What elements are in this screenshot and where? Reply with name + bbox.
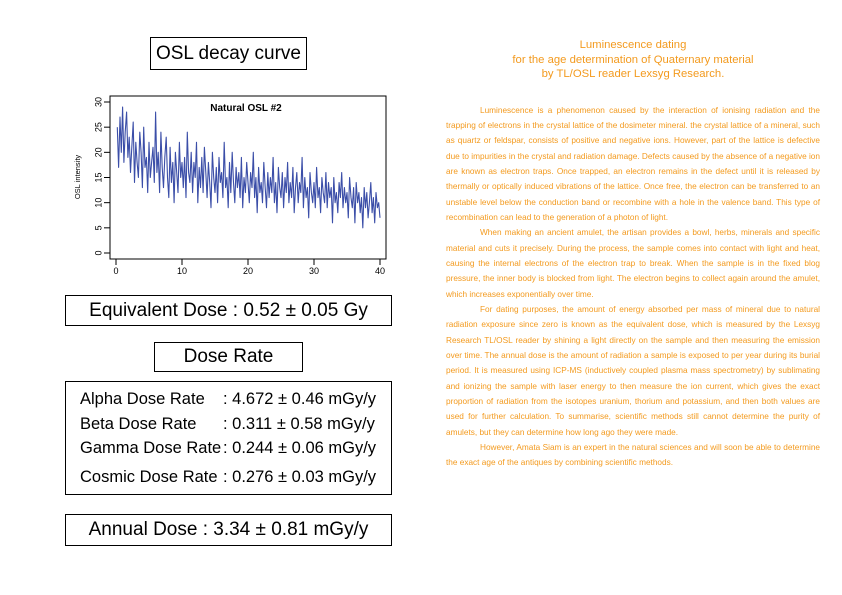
chart-title: Natural OSL #2 bbox=[210, 103, 282, 114]
article-paragraph: However, Amata Siam is an expert in the natural sciences and will soon be able to determine the exact age of the antiques by combining scientific methods. bbox=[446, 443, 820, 468]
y-tick-label: 0 bbox=[93, 250, 104, 256]
article-title-line: Luminescence dating bbox=[579, 39, 687, 51]
dose-rate-value: : 0.276 ± 0.03 mGy/y bbox=[223, 468, 377, 486]
article-paragraph: When making an ancient amulet, the artisan provides a bowl, herbs, minerals and specific material and cuts it precisely. During the process, the sample comes into contact with light and heat, causing the internal electrons of the electron trap to break. When the sample is in the fixed blog pressure, the inner body is blocked from light. The electron begins to collect again around the amulet, which increases exponentially over time. bbox=[446, 228, 820, 299]
article-paragraph: Luminescence is a phenomenon caused by the interaction of ionising radiation and the trapping of electrons in the crystal lattice of the dosimeter mineral. the crystal lattice of a mineral, such as quartz or feldspar, consists of positive and negative ions. However, part of the lattice is defective due to impurities in the crystal and radiation damage. Defects caused by the absence of a negative ion are known as electron traps. Once trapped, an electron remains in the defect until it is released by thermally or optically induced vibrations of the lattice. Once free, the electron can be transferred to an unstable level below the conduction band or recombine with a hole in the valence band. This type of recombination can lead to the generation of a photon of light. bbox=[446, 105, 820, 222]
y-tick-label: 10 bbox=[93, 197, 104, 208]
y-axis-label: OSL intensity bbox=[73, 154, 82, 200]
y-tick-label: 15 bbox=[93, 172, 104, 183]
x-tick-label: 30 bbox=[308, 266, 320, 276]
dose-rate-label: Gamma Dose Rate bbox=[80, 439, 222, 457]
y-tick-label: 5 bbox=[93, 225, 104, 231]
x-tick-label: 10 bbox=[176, 266, 188, 276]
series-line bbox=[117, 107, 380, 228]
y-tick-label: 20 bbox=[93, 147, 104, 158]
dose-rate-title: Dose Rate bbox=[183, 346, 274, 367]
osl-title: OSL decay curve bbox=[155, 42, 302, 64]
dose-rate-label: Cosmic Dose Rate bbox=[80, 468, 218, 486]
article bbox=[446, 38, 820, 471]
article-paragraph: For dating purposes, the amount of energy absorbed per mass of mineral due to natural radiation exposure since zero is known as the equivalent dose, which is measured by the Lexsyg Research TL/OSL reader by shining a light directly on the sample and then measuring the emission over time. The annual dose is the amount of radiation a sample is exposed to per year during its burial period. It is measured using ICP-MS (inductively coupled plasma mass spectrometry) by sublimating and ionizing the sample with laser energy to then measure the ion current, which gives the exact proportion of radiation from the isotopes uranium, thorium and potassium, and then both values are used for further calculation. To summarise, scientific methods still cannot determine the purity of amulets, but they can determine how long ago they were made. bbox=[446, 304, 820, 437]
dose-rate-label: Alpha Dose Rate bbox=[80, 390, 205, 408]
dose-rate-value: : 4.672 ± 0.46 mGy/y bbox=[223, 390, 377, 408]
x-tick-label: 20 bbox=[242, 266, 254, 276]
osl-title-box bbox=[150, 37, 307, 70]
article-title-line: for the age determination of Quaternary material bbox=[512, 53, 754, 66]
dose-rate-title-box bbox=[154, 342, 303, 372]
equivalent-dose: Equivalent Dose : 0.52 ± 0.05 Gy bbox=[89, 299, 368, 321]
article-title bbox=[446, 38, 820, 82]
y-tick-label: 25 bbox=[93, 122, 104, 133]
dose-rate-value: : 0.244 ± 0.06 mGy/y bbox=[223, 439, 377, 457]
x-tick-label: 40 bbox=[374, 266, 386, 276]
osl-decay-chart bbox=[68, 93, 388, 283]
y-tick-label: 30 bbox=[93, 96, 104, 108]
equivalent-dose-box bbox=[65, 295, 392, 326]
x-tick-label: 0 bbox=[113, 266, 119, 276]
annual-dose-box bbox=[65, 514, 392, 546]
annual-dose: Annual Dose : 3.34 ± 0.81 mGy/y bbox=[88, 519, 369, 540]
dose-rate-label: Beta Dose Rate bbox=[80, 415, 197, 433]
dose-rate-box bbox=[65, 381, 392, 495]
article-title-line: by TL/OSL reader Lexsyg Research. bbox=[541, 68, 725, 80]
dose-rate-value: : 0.311 ± 0.58 mGy/y bbox=[223, 415, 375, 433]
